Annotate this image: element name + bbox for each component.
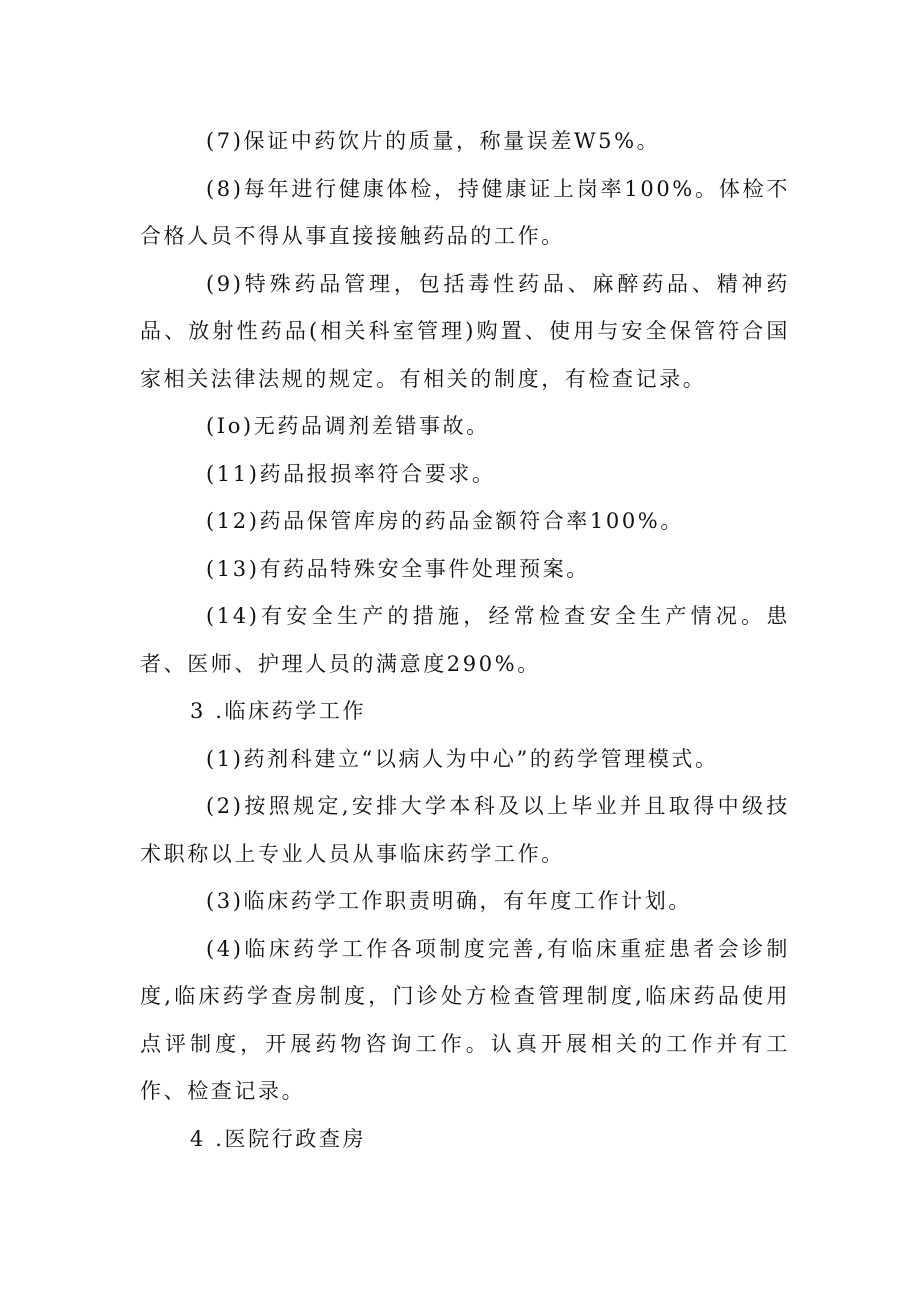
paragraph-item-13: (13)有药品特殊安全事件处理预案。 bbox=[206, 556, 590, 581]
paragraph-item-1: (1)药剂科建立“以病人为中心”的药学管理模式。 bbox=[206, 746, 719, 771]
section-heading-hospital-rounds: 4 .医院行政查房 bbox=[190, 1126, 367, 1151]
document-body bbox=[140, 118, 790, 1163]
paragraph-item-10: (Io)无药品调剂差错事故。 bbox=[206, 414, 490, 438]
paragraph-item-4: (4)临床药学工作各项制度完善,有临床重症患者会诊制度,临床药学查房制度，门诊处方检查管理制度,临床药品使用点评制度，开展药物咨询工作。认真开展相关的工作并有工作、检查记录。 bbox=[140, 936, 790, 1103]
paragraph-item-8: (8)每年进行健康体检，持健康证上岗率100%。体检不合格人员不得从事直接接触药品的工作。 bbox=[140, 176, 790, 248]
paragraph-item-3: (3)临床药学工作职责明确，有年度工作计划。 bbox=[206, 889, 692, 913]
paragraph-item-9: (9)特殊药品管理，包括毒性药品、麻醉药品、精神药品、放射性药品(相关科室管理)购置、使用与安全保管符合国家相关法律法规的规定。有相关的制度，有检查记录。 bbox=[140, 271, 790, 391]
paragraph-item-7: (7)保证中药饮片的质量，称量误差W5%。 bbox=[206, 129, 661, 153]
paragraph-item-11: (11)药品报损率符合要求。 bbox=[206, 461, 496, 486]
section-heading-clinical-pharmacy: 3 .临床药学工作 bbox=[190, 699, 367, 723]
paragraph-item-2: (2)按照规定,安排大学本科及以上毕业并且取得中级技术职称以上专业人员从事临床药学工作。 bbox=[140, 794, 790, 866]
paragraph-item-12: (12)药品保管库房的药品金额符合率100%。 bbox=[206, 509, 684, 533]
paragraph-item-14: (14)有安全生产的措施，经常检查安全生产情况。患者、医师、护理人员的满意度290%。 bbox=[140, 604, 790, 676]
